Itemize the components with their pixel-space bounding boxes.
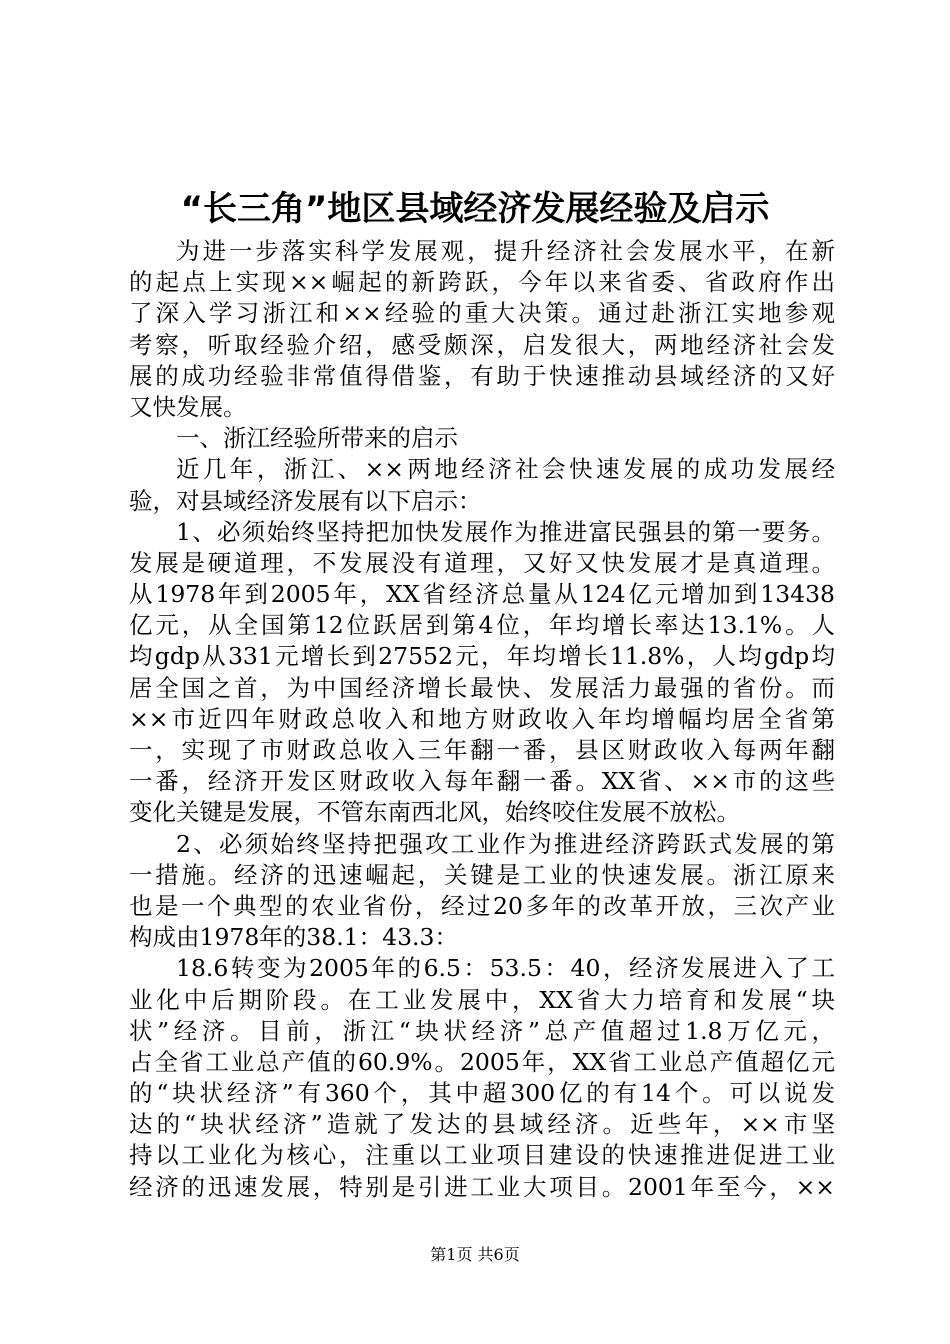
text-line: 验，对县域经济发展有以下启示：: [129, 486, 482, 515]
text-line: 达的“块状经济”造就了发达的县域经济。近些年，××市坚: [129, 1110, 835, 1139]
text-line: 业化中后期阶段。在工业发展中，XX省大力培育和发展“块: [129, 985, 835, 1014]
text-line: 占全省工业总产值的60.9%。2005年，XX省工业总产值超亿元: [129, 1047, 835, 1076]
text-line: 一，实现了市财政总收入三年翻一番，县区财政收入每两年翻: [129, 736, 835, 764]
text-line: 了深入学习浙江和××经验的重大决策。通过赴浙江实地参观: [129, 299, 835, 328]
text-line: 展的成功经验非常值得借鉴，有助于快速推动县域经济的又好: [129, 361, 835, 390]
text-line: 发展是硬道理，不发展没有道理，又好又快发展才是真道理。: [129, 548, 835, 577]
text-line: 18.6转变为2005年的6.5：53.5：40，经济发展进入了工: [176, 954, 835, 983]
text-line: 居全国之首，为中国经济增长最快、发展活力最强的省份。而: [129, 673, 835, 702]
text-line: 均gdp从331元增长到27552元，年均增长11.8%，人均gdp均: [129, 642, 835, 671]
text-line: 近几年，浙江、××两地经济社会快速发展的成功发展经: [176, 455, 835, 484]
text-line: 变化关键是发展，不管东南西北风，始终咬住发展不放松。: [129, 798, 740, 827]
document-body: [129, 236, 835, 1203]
text-line: 构成由1978年的38.1：43.3：: [129, 923, 458, 952]
text-line: 1、必须始终坚持把加快发展作为推进富民强县的第一要务。: [176, 517, 835, 546]
text-line: 也是一个典型的农业省份，经过20多年的改革开放，三次产业: [129, 891, 835, 920]
page-title: “长三角”地区县域经济发展经验及启示: [180, 189, 770, 229]
page-footer: 第1页 共6页: [430, 1245, 520, 1264]
text-line: 一番，经济开发区财政收入每年翻一番。XX省、××市的这些: [129, 767, 835, 796]
text-line: 考察，听取经验介绍，感受颇深，启发很大，两地经济社会发: [129, 330, 835, 359]
text-line: 持以工业化为核心，注重以工业项目建设的快速推进促进工业: [129, 1141, 835, 1170]
text-line: 状”经济。目前，浙江“块状经济”总产值超过1.8万亿元，: [129, 1016, 835, 1045]
text-line: 亿元，从全国第12位跃居到第4位，年均增长率达13.1%。人: [129, 611, 835, 640]
text-line: 的“块状经济”有360个，其中超300亿的有14个。可以说发: [129, 1079, 835, 1108]
text-line: 经济的迅速发展，特别是引进工业大项目。2001年至今，××: [129, 1172, 835, 1201]
text-line: 的起点上实现××崛起的新跨跃，今年以来省委、省政府作出: [129, 268, 835, 297]
text-line: 又快发展。: [129, 392, 247, 421]
text-line: 为进一步落实科学发展观，提升经济社会发展水平，在新: [176, 237, 835, 265]
text-line: 从1978年到2005年，XX省经济总量从124亿元增加到13438: [129, 580, 835, 609]
text-line: ××市近四年财政总收入和地方财政收入年均增幅均居全省第: [129, 704, 835, 733]
text-line: 一措施。经济的迅速崛起，关键是工业的快速发展。浙江原来: [129, 860, 835, 889]
section-heading: 一、浙江经验所带来的启示: [176, 424, 458, 453]
text-line: 2、必须始终坚持把强攻工业作为推进经济跨跃式发展的第: [176, 829, 835, 858]
